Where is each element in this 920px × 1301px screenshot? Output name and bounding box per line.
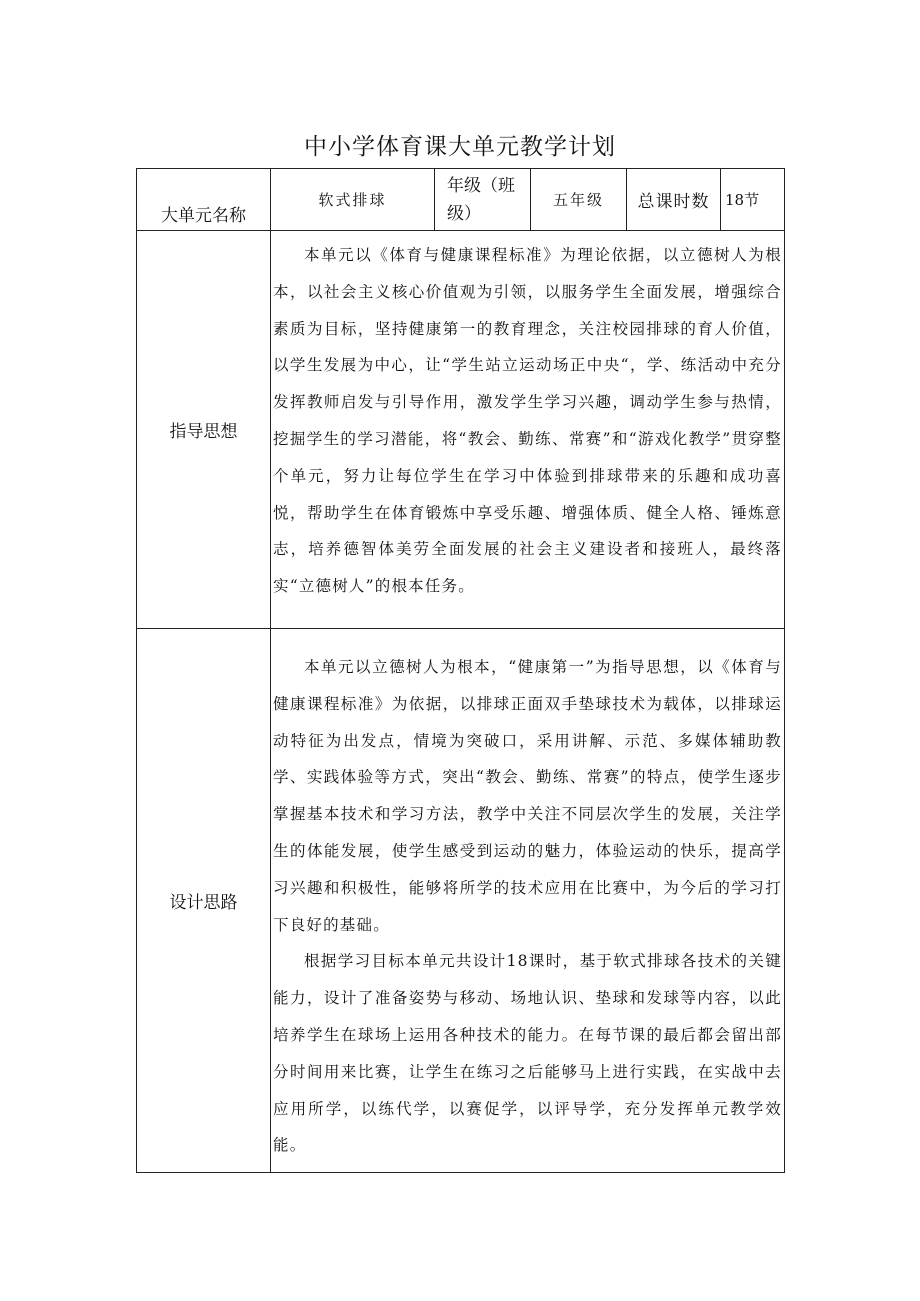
design-approach-label: 设计思路 [137,629,271,1173]
total-hours-label: 总课时数 [627,169,721,231]
grade-value: 五年级 [531,169,627,231]
guiding-ideology-content [271,231,785,629]
plan-table [136,168,785,1173]
grade-label: 年级（班级） [435,169,531,231]
unit-name-value: 软式排球 [271,169,435,231]
design-approach-content [271,629,785,1173]
guiding-ideology-paragraph: 本单元以《体育与健康课程标准》为理论依据，以立德树人为根本，以社会主义核心价值观为引领，以服务学生全面发展，增强综合素质为目标，坚持健康第一的教育理念，关注校园排球的育人价值，以学生发展为中心，让“学生站立运动场正中央“，学、练活动中充分发挥教师启发与引导作用，激发学生学习兴趣，调动学生参与热情，挖掘学生的学习潜能，将“教会、勤练、常赛”和“游戏化教学”贯穿整个单元，努力让每位学生在学习中体验到排球带来的乐趣和成功喜悦，帮助学生在体育锻炼中享受乐趣、增强体质、健全人格、锤炼意志，培养德智体美劳全面发展的社会主义建设者和接班人，最终落实“立德树人”的根本任务。 [273,246,782,596]
guiding-ideology-label: 指导思想 [137,231,271,629]
design-approach-paragraph-2: 根据学习目标本单元共设计18课时，基于软式排球各技术的关键能力，设计了准备姿势与移动、场地认识、垫球和发球等内容，以此培养学生在球场上运用各种技术的能力。在每节课的最后都会留出部分时间用来比赛，让学生在练习之后能够马上进行实践，在实战中去应用所学，以练代学，以赛促学，以评导学，充分发挥单元教学效能。 [273,952,782,1155]
design-approach-row [137,629,785,1173]
guiding-ideology-row [137,231,785,629]
header-row [137,169,785,231]
total-hours-value: 18节 [721,169,785,231]
design-approach-paragraph-1: 本单元以立德树人为根本，“健康第一”为指导思想，以《体育与健康课程标准》为依据，以排球正面双手垫球技术为载体，以排球运动特征为出发点，情境为突破口，采用讲解、示范、多媒体辅助教学、实践体验等方式，突出“教会、勤练、常赛”的特点，使学生逐步掌握基本技术和学习方法，教学中关注不同层次学生的发展，关注学生的体能发展，使学生感受到运动的魅力，体验运动的快乐，提高学习兴趣和积极性，能够将所学的技术应用在比赛中，为今后的学习打下良好的基础。 [273,658,782,934]
document-title: 中小学体育课大单元教学计划 [304,134,616,160]
unit-name-label: 大单元名称 [137,169,271,231]
